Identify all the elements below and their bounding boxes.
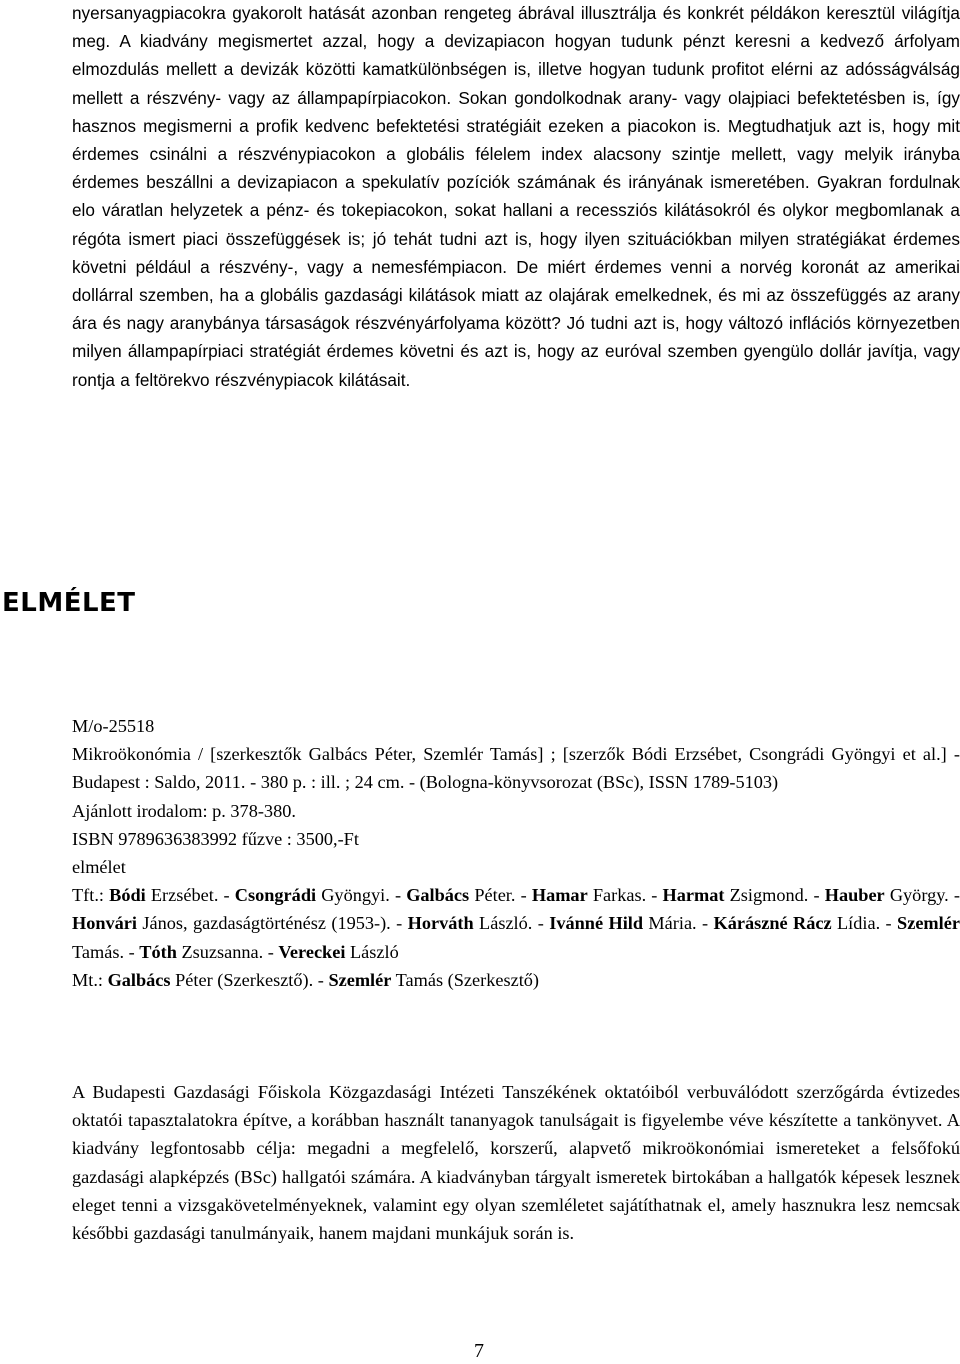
person-given-name: László. <box>479 913 533 934</box>
section-heading: ELMÉLET <box>2 588 136 618</box>
catalog-record <box>72 712 960 994</box>
person-given-name: János, gazdaságtörténész (1953-). <box>142 913 391 934</box>
page-number: 7 <box>474 1340 484 1362</box>
editors-list: Galbács Péter (Szerkesztő). - Szemlér Tamás (Szerkesztő) <box>107 969 540 990</box>
person-given-name: Péter. <box>474 885 516 906</box>
person-surname: Harmat <box>662 885 725 906</box>
person-given-name: Erzsébet. <box>150 885 219 906</box>
editors-label: Mt.: <box>72 969 103 990</box>
person-given-name: Gyöngyi. <box>321 885 390 906</box>
person-surname: Szemlér <box>897 913 960 934</box>
person-surname: Szemlér <box>328 969 392 990</box>
person-surname: Vereckei <box>278 941 346 962</box>
person-given-name: Lídia. <box>837 913 881 934</box>
person-surname: Hamar <box>531 885 588 906</box>
call-number: M/o-25518 <box>72 716 155 736</box>
person-surname: Ivánné Hild <box>549 913 644 934</box>
person-surname: Galbács <box>107 969 171 990</box>
abstract-paragraph: A Budapesti Gazdasági Főiskola Közgazdasági Intézeti Tanszékének oktatóiból verbuválódott szerzőgárda évtizedes oktatói tapasztalatokra építve, a korábban használt tananyagok tanulságait is figyelembe véve készítette a tankönyvet. A kiadvány legfontosabb célja: megadni a megfelelő, korszerű, alapvető mikroökonómiai ismereteket a felsőfokú gazdasági alapképzés (BSc) hallgatói számára. A kiadványban tárgyalt ismeretek birtokában a hallgatók képesek lesznek eleget tenni a vizsgakövetelményeknek, valamint egy olyan szemléletet sajátíthatnak el, amely hasznukra lesz nemcsak későbbi gazdasági tanulmányaik, hanem majdani munkájuk során is. <box>72 1082 960 1244</box>
person-given-name: Tamás. <box>72 941 125 962</box>
person-given-name: Zsigmond. <box>729 885 809 906</box>
person-surname: Honvári <box>72 913 138 934</box>
bibliography-note: Ajánlott irodalom: p. 378-380. <box>72 800 296 821</box>
authors-line <box>72 881 960 966</box>
document-page <box>2 0 960 1364</box>
subject-line: elmélet <box>72 857 126 878</box>
authors-list: Bódi Erzsébet. - Csongrádi Gyöngyi. - Galbács Péter. - Hamar Farkas. - Harmat Zsigmond. - Hauber György. - Honvári János, gazdaságtörténész (1953-). - Horváth László. - Ivánné Hild Mária. - Kárászné Rácz Lídia. - Szemlér Tamás. - Tóth Zsuzsanna. - Vereckei László <box>72 885 960 962</box>
person-given-name: Mária. <box>648 913 697 934</box>
authors-label: Tft.: <box>72 885 104 906</box>
person-given-name: László <box>350 941 399 962</box>
person-surname: Hauber <box>824 885 885 906</box>
person-given-name: Zsuzsanna. <box>181 941 264 962</box>
isbn-line: ISBN 9789636383992 fűzve : 3500,-Ft <box>72 828 359 849</box>
person-given-name: Tamás (Szerkesztő) <box>395 969 540 990</box>
intro-paragraph: nyersanyagpiacokra gyakorolt hatását azonban rengeteg ábrával illusztrálja és konkrét példákon keresztül világítja meg. A kiadvány megismertet azzal, hogy a devizapiacon hogyan tudunk pénzt keresni a kedvező árfolyam elmozdulás mellett a devizák közötti kamatkülönbségen is, illetve hogyan tudunk profitot elérni az adósságválság mellett a részvény- vagy az állampapírpiacokon. Sokan gondolkodnak arany- vagy olajpiaci befektetésben is, így hasznos megismerni a profik kedvenc befektetési stratégiáit ezeken a piacokon is. Megtudhatjuk azt is, hogy mit érdemes csinálni a részvénypiacokon a globális félelem index alacsony szintje mellett, vagy melyik irányba érdemes beszállni a devizapiacon a spekulatív pozíciók számának és irányának ismeretében. Gyakran fordulnak elo váratlan helyzetek a pénz- és tokepiacokon, sokat hallani a recessziós kilátásokról és olykor megbomlanak a régóta ismert piaci összefüggések is; jó tehát tudni azt is, hogy ilyen szituációkban milyen stratégiákat érdemes követni például a részvény-, vagy a nemesfémpiacon. De miért érdemes venni a norvég koronát az amerikai dollárral szemben, ha a globális gazdasági kilátások miatt az olajárak emelkednek, és mi az összefüggés az arany ára és nagy aranybánya társaságok részvényárfolyama között? Jó tudni azt is, hogy változó inflációs környezetben milyen állampapírpiaci stratégiát érdemes követni és azt is, hogy az euróval szemben gyengülo dollár javítja, vagy rontja a feltörekvo részvénypiacok kilátásait. <box>72 3 960 390</box>
person-given-name: Péter (Szerkesztő). <box>175 969 314 990</box>
title-statement: Mikroökonómia / [szerkesztők Galbács Péter, Szemlér Tamás] ; [szerzők Bódi Erzsébet, Csongrádi Gyöngyi et al.] -Budapest : Saldo, 2011. - 380 p. : ill. ; 24 cm. - (Bologna-könyvsorozat (BSc), ISSN 1789-5103) <box>72 744 960 793</box>
person-given-name: Farkas. <box>592 885 647 906</box>
person-surname: Csongrádi <box>234 885 317 906</box>
person-surname: Galbács <box>406 885 470 906</box>
person-surname: Bódi <box>109 885 146 906</box>
person-given-name: György. <box>889 885 949 906</box>
person-surname: Kárászné Rácz <box>713 913 832 934</box>
person-surname: Horváth <box>407 913 474 934</box>
editors-line <box>72 966 960 994</box>
person-surname: Tóth <box>139 941 177 962</box>
